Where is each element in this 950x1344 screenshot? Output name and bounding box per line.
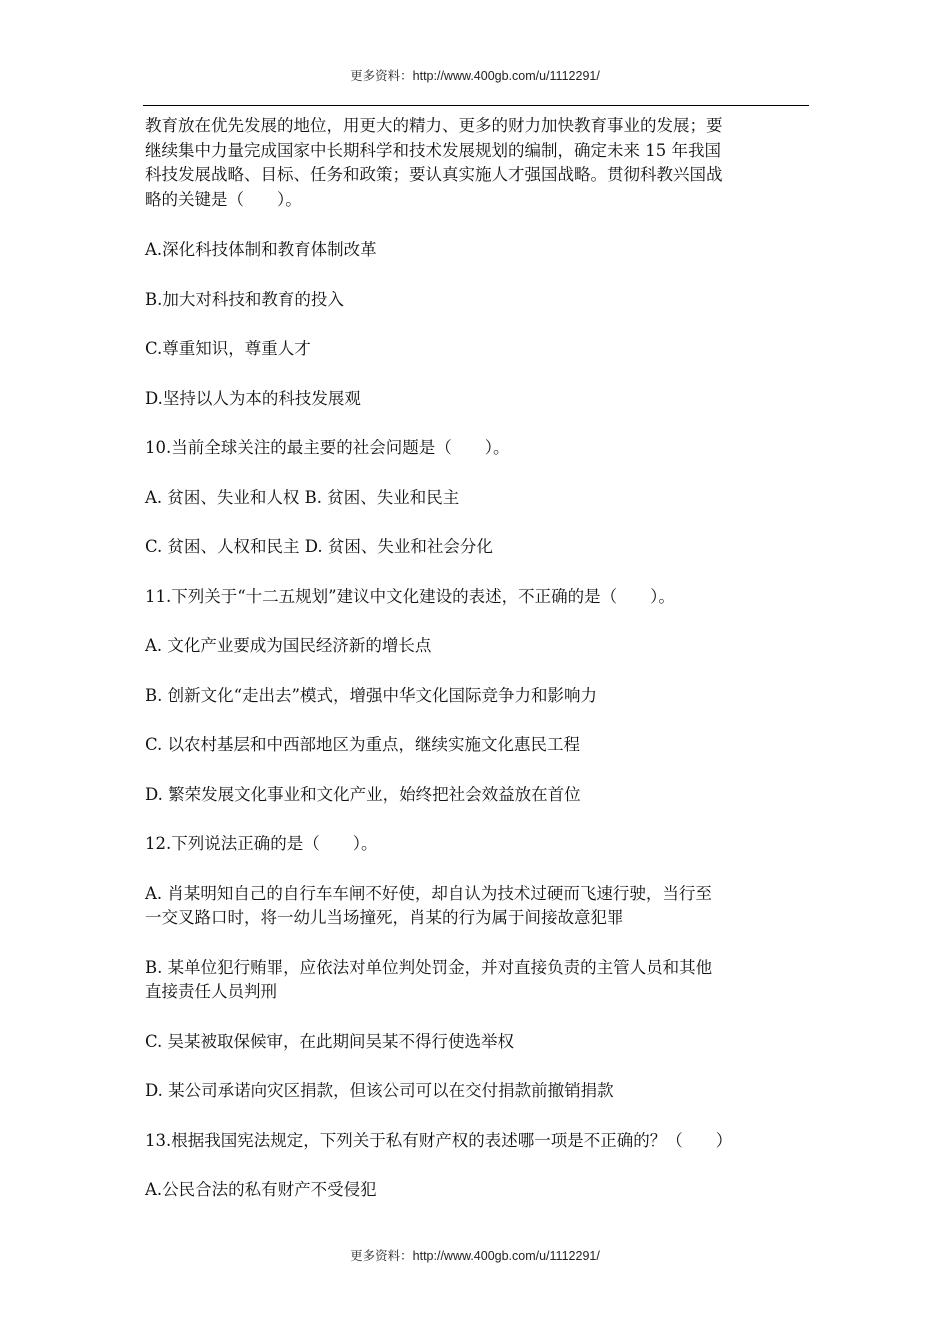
q9-option-c: C.尊重知识，尊重人才 [145,339,311,358]
question-11-stem: 11.下列关于“十二五规划”建议中文化建设的表述，不正确的是（ ）。 [145,586,675,606]
q9-option-d: D.坚持以人为本的科技发展观 [145,388,361,408]
stem-line: 科技发展战略、目标、任务和政策；要认真实施人才强国战略。贯彻科教兴国战 [145,165,723,184]
question-9-stem [145,114,809,212]
q9-option-b: B.加大对科技和教育的投入 [145,289,344,309]
option-line: 直接责任人员判刑 [145,982,277,1001]
q11-option-d: D. 繁荣发展文化事业和文化产业，始终把社会效益放在首位 [145,784,581,804]
question-10-stem: 10.当前全球关注的最主要的社会问题是（ ）。 [145,438,510,457]
document-body [145,114,809,1228]
q10-options-ab: A. 贫困、失业和人权 B. 贫困、失业和民主 [145,487,460,507]
q12-option-c: C. 吴某被取保候审，在此期间吴某不得行使选举权 [145,1031,515,1051]
stem-line: 教育放在优先发展的地位，用更大的精力、更多的财力加快教育事业的发展；要 [145,116,723,135]
option-line: 一交叉路口时，将一幼儿当场撞死，肖某的行为属于间接故意犯罪 [145,908,624,927]
q9-option-a: A.深化科技体制和教育体制改革 [145,240,377,259]
option-line: B. 某单位犯行贿罪，应依法对单位判处罚金，并对直接负责的主管人员和其他 [145,957,713,977]
header-divider [143,105,809,106]
q10-options-cd: C. 贫困、人权和民主 D. 贫困、失业和社会分化 [145,537,493,556]
page-header: 更多资料：http://www.400gb.com/u/1112291/ [350,69,600,83]
q11-option-c: C. 以农村基层和中西部地区为重点，继续实施文化惠民工程 [145,735,581,754]
q12-option-b [145,956,809,1005]
page-footer: 更多资料：http://www.400gb.com/u/1112291/ [350,1249,600,1263]
option-line: A. 肖某明知自己的自行车车闸不好使，却自认为技术过硬而飞速行驶，当行至 [145,883,712,903]
q11-option-a: A. 文化产业要成为国民经济新的增长点 [145,636,432,655]
q12-option-a [145,882,809,931]
q11-option-b: B. 创新文化“走出去”模式，增强中华文化国际竞争力和影响力 [145,685,597,705]
stem-line: 略的关键是（ ）。 [145,189,302,209]
q12-option-d: D. 某公司承诺向灾区捐款，但该公司可以在交付捐款前撤销捐款 [145,1081,614,1100]
question-12-stem: 12.下列说法正确的是（ ）。 [145,834,378,853]
question-13-stem: 13.根据我国宪法规定，下列关于私有财产权的表述哪一项是不正确的？（ ） [145,1130,733,1150]
q13-option-a: A.公民合法的私有财产不受侵犯 [145,1180,377,1199]
stem-line: 继续集中力量完成国家中长期科学和技术发展规划的编制，确定未来 15 年我国 [145,140,721,160]
